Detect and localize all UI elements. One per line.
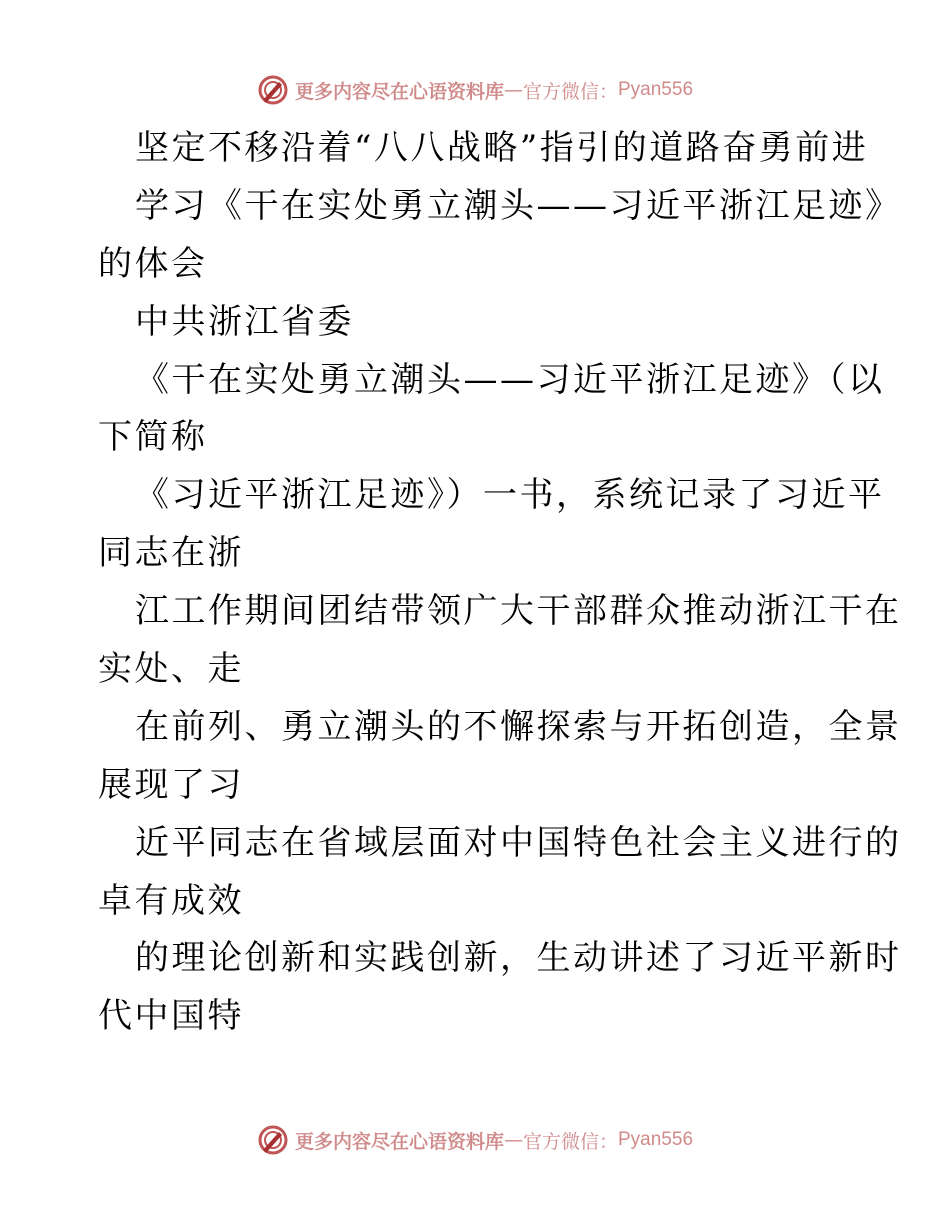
body-text-line: 在前列、勇立潮头的不懈探索与开拓创造，全景 (135, 706, 902, 747)
header-wechat-label: 官方微信： (522, 80, 618, 103)
footer-wechat-id: Pyan556 (618, 1129, 694, 1150)
footer-dash: — (503, 1129, 523, 1151)
document-title: 坚定不移沿着“八八战略”指引的道路奋勇前进 (135, 128, 869, 168)
footer-wechat-label: 官方微信： (522, 1130, 618, 1153)
footer-promo-text: 更多内容尽在心语资料库 (294, 1130, 504, 1153)
body-text-line: 《习近平浙江足迹》）一书，系统记录了习近平 (135, 475, 885, 516)
header-promo-text: 更多内容尽在心语资料库 (294, 80, 504, 103)
pen-logo-icon (257, 1124, 289, 1156)
body-text-line: 代中国特 (98, 996, 244, 1037)
body-text-line: 同志在浙 (98, 533, 244, 574)
body-text-line: 实处、走 (98, 649, 244, 690)
footer-banner (0, 1120, 950, 1160)
document-body (98, 120, 902, 1046)
body-text-line: 的理论创新和实践创新，生动讲述了习近平新时 (135, 938, 902, 979)
body-text-line: 下简称 (98, 417, 208, 458)
body-text-line: 展现了习 (98, 764, 244, 805)
document-author: 中共浙江省委 (135, 301, 354, 342)
pen-logo-icon (257, 74, 289, 106)
header-dash: — (503, 79, 523, 101)
document-subtitle-line: 的体会 (98, 243, 208, 284)
body-text-line: 卓有成效 (98, 880, 244, 921)
body-text-line: 《干在实处勇立潮头——习近平浙江足迹》（以 (135, 359, 885, 400)
header-wechat-id: Pyan556 (618, 79, 694, 100)
document-subtitle-line: 学习《干在实处勇立潮头——习近平浙江足迹》 (135, 185, 902, 226)
body-text-line: 江工作期间团结带领广大干部群众推动浙江干在 (135, 591, 902, 632)
header-banner (0, 70, 950, 110)
body-text-line: 近平同志在省域层面对中国特色社会主义进行的 (135, 822, 902, 863)
